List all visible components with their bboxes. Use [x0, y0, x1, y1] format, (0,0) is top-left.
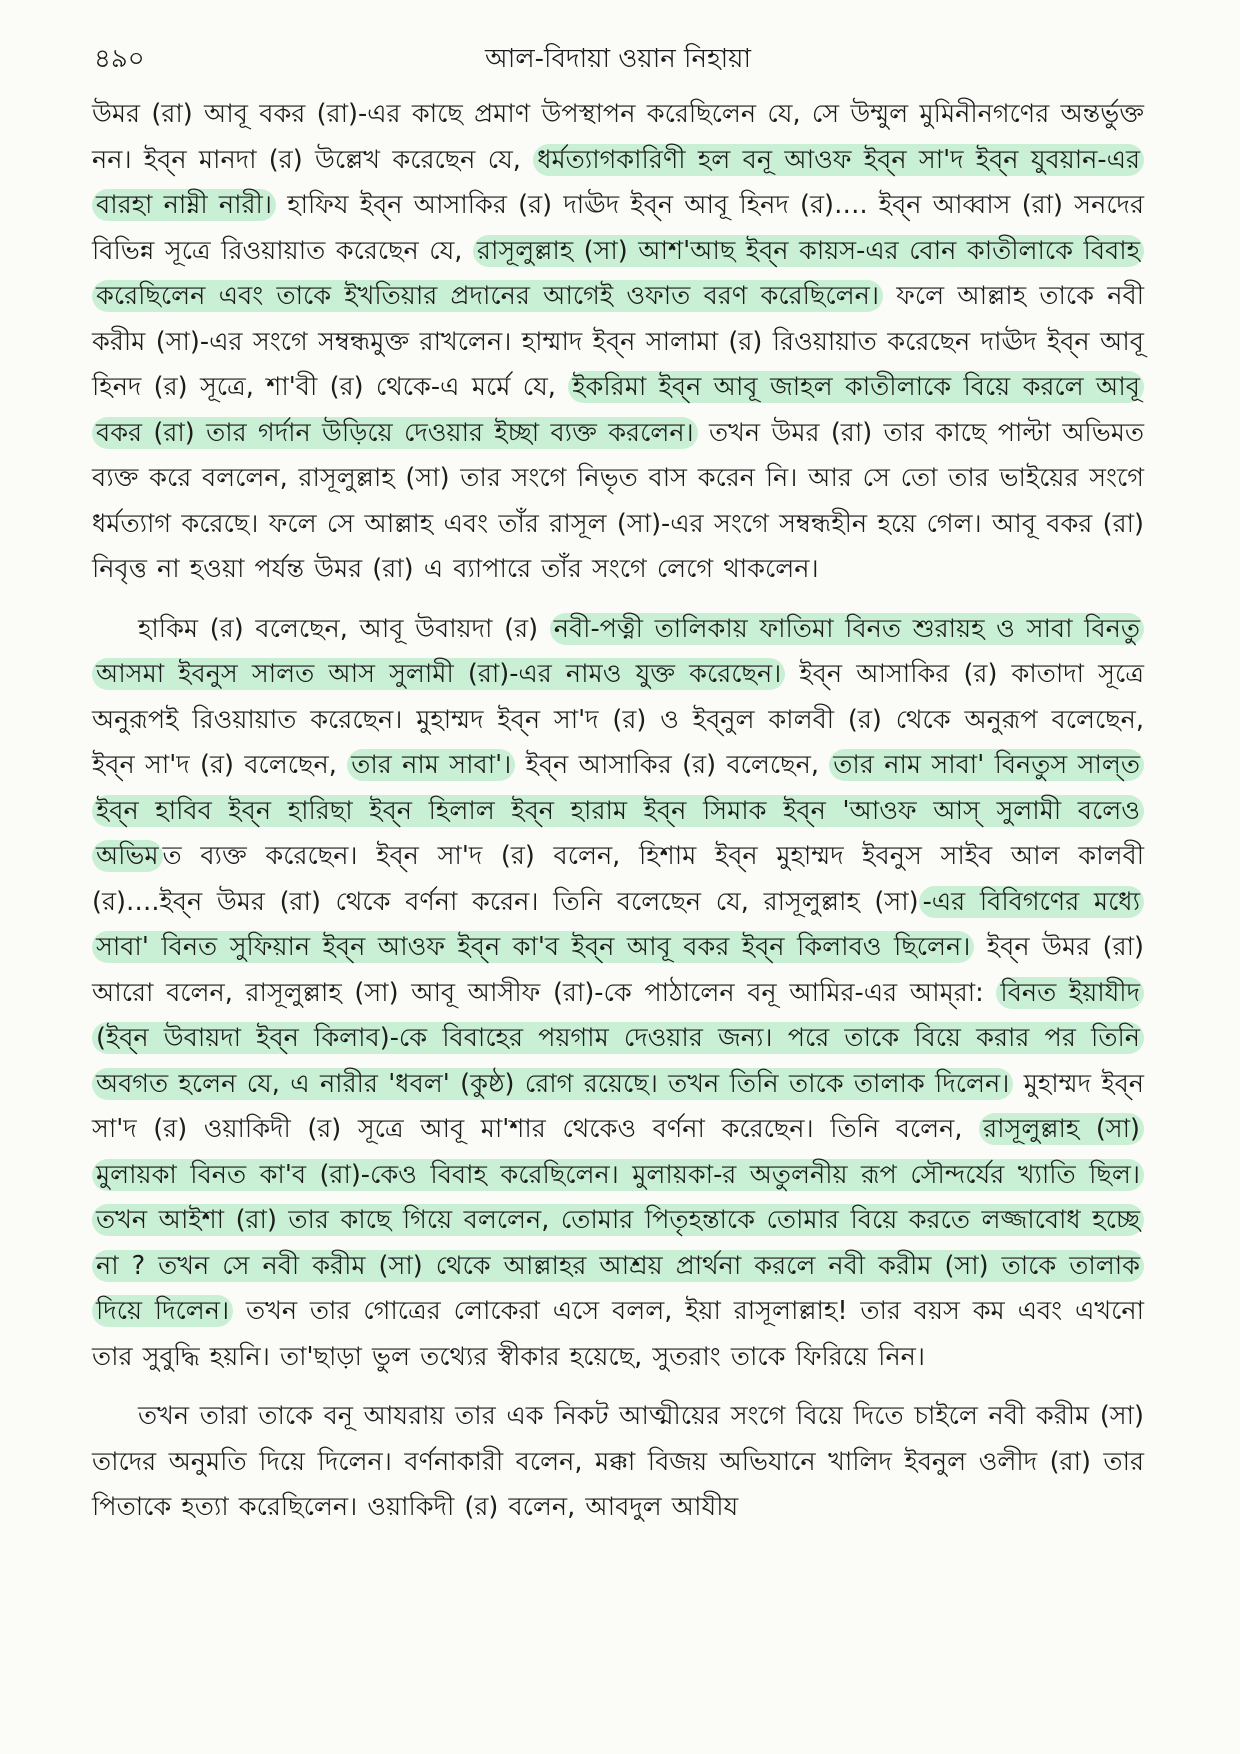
text-segment: তখন তারা তাকে বনূ আযরায় তার এক নিকট আত্মীয়ের সংগে বিয়ে দিতে চাইলে নবী করীম (সা) তাদের অনুমতি দিয়ে দিলেন। বর্ণনাকারী বলেন, মক্কা বিজয় অভিযানে খালিদ ইবনুল ওলীদ (রা) তার পিতাকে হত্যা করেছিলেন। ওয়াকিদী (র) বলেন, আবদুল আযীয — [92, 1401, 1144, 1522]
text-segment: তখন উমর (রা) তার কাছে পাল্টা অভিমত ব্যক্ত করে বললেন, রাসূলুল্লাহ (সা) তার সংগে নিভৃত বাস করেন নি। আর সে তো তার ভাইয়ের সংগে ধর্মত্যাগ করেছে। ফলে সে আল্লাহ এবং তাঁর রাসূল (সা)-এর সংগে সম্বন্ধহীন হয়ে গেল। আবূ বকর (রা) নিবৃত্ত না হওয়া পর্যন্ত উমর (রা) এ ব্যাপারে তাঁর সংগে লেগে থাকলেন। — [92, 417, 1144, 584]
page-header — [92, 32, 1144, 92]
text-segment: ইব্‌ন উমর (রা) আরো বলেন, রাসূলুল্লাহ (সা) আবূ আসীফ (রা)-কে পাঠালেন বনূ আমির-এর আম্‌রা: — [92, 932, 1144, 1008]
running-title: আল-বিদায়া ওয়ান নিহায়া — [484, 44, 752, 74]
highlighted-text: নবী-পত্নী তালিকায় ফাতিমা বিনত শুরায়হ ও সাবা বিনতু আসমা ইবনুস সালত আস সুলামী (রা)-এর নামও যুক্ত করেছেন। — [92, 613, 1144, 691]
text-segment: উমর (রা) আবূ বকর (রা)-এর কাছে প্রমাণ উপস্থাপন করেছিলেন যে, সে উম্মুল মুমিনীনগণের অন্তর্ভুক্ত নন। ইব্‌ন মানদা (র) উল্লেখ করেছেন যে, — [92, 99, 1144, 175]
highlighted-text: রাসূলুল্লাহ (সা) মুলায়কা বিনত কা'ব (রা)-কেও বিবাহ করেছিলেন। মুলায়কা-র অতুলনীয় রূপ সৌন্দর্যের খ্যাতি ছিল। তখন আইশা (রা) তার কাছে গিয়ে বললেন, তোমার পিতৃহন্তাকে তোমার বিয়ে করতে লজ্জাবোধ হচ্ছে না ? তখন সে নবী করীম (সা) থেকে আল্লাহর আশ্রয় প্রার্থনা করলে নবী করীম (সা) তাকে তালাক দিয়ে দিলেন। — [92, 1113, 1144, 1327]
paragraph-3 — [92, 1394, 1144, 1531]
text-segment: হাকিম (র) বলেছেন, আবূ উবায়দা (র) — [138, 613, 550, 644]
highlighted-text: তার নাম সাবা' বিনতুস সাল্‌ত ইব্‌ন হাবিব ইব্‌ন হারিছা ইব্‌ন হিলাল ইব্‌ন হারাম ইব্‌ন সিমাক ইব্‌ন 'আওফ আস্‌ সুলামী বলেও অভিম — [92, 749, 1144, 872]
text-segment: তখন তার গোত্রের লোকেরা এসে বলল, ইয়া রাসূলাল্লাহ! তার বয়স কম এবং এখনো তার সুবুদ্ধি হয়নি। তা'ছাড়া ভুল তথ্যের স্বীকার হয়েছে, সুতরাং তাকে ফিরিয়ে নিন। — [92, 1296, 1144, 1372]
text-segment: হাফিয ইব্‌ন আসাকির (র) দাঊদ ইব্‌ন আবূ হিনদ (র)…. ইব্‌ন আব্বাস (রা) সনদের বিভিন্ন সূত্রে রিওয়ায়াত করেছেন যে, — [92, 190, 1144, 266]
highlighted-text: বিনত ইয়াযীদ (ইব্‌ন উবায়দা ইব্‌ন কিলাব)-কে বিবাহের পয়গাম দেওয়ার জন্য। পরে তাকে বিয়ে করার পর তিনি অবগত হলেন যে, এ নারীর 'ধবল' (কুষ্ঠ) রোগ রয়েছে। তখন তিনি তাকে তালাক দিলেন। — [92, 977, 1144, 1100]
text-segment: ত ব্যক্ত করেছেন। ইব্‌ন সা'দ (র) বলেন, হিশাম ইব্‌ন মুহাম্মদ ইবনুস সাইব আল কালবী (র)….ইব্‌ন উমর (রা) থেকে বর্ণনা করেন। তিনি বলেছেন যে, রাসূলুল্লাহ (সা) — [92, 841, 1144, 917]
highlighted-text: ধর্মত্যাগকারিণী হল বনূ আওফ ইব্‌ন সা'দ ইব্‌ন যুবয়ান-এর বারহা নাম্নী নারী। — [92, 144, 1144, 222]
highlighted-text: ইকরিমা ইব্‌ন আবূ জাহল কাতীলাকে বিয়ে করলে আবূ বকর (রা) তার গর্দান উড়িয়ে দেওয়ার ইচ্ছা ব্যক্ত করলেন। — [92, 371, 1144, 449]
text-segment: ইব্‌ন আসাকির (র) বলেছেন, — [515, 750, 830, 780]
page-number: ৪৯০ — [94, 44, 145, 74]
paragraph-2 — [92, 607, 1144, 1381]
body-text — [92, 92, 1144, 1531]
highlighted-text: তার নাম সাবা'। — [347, 749, 515, 781]
highlighted-text: -এর বিবিগণের মধ্যে সাবা' বিনত সুফিয়ান ইব্‌ন আওফ ইব্‌ন কা'ব ইব্‌ন আবূ বকর ইব্‌ন কিলাবও ছিলেন। — [92, 886, 1144, 964]
text-segment: মুহাম্মদ ইব্‌ন সা'দ (র) ওয়াকিদী (র) সূত্রে আবূ মা'শার থেকেও বর্ণনা করেছেন। তিনি বলেন, — [92, 1068, 1145, 1144]
text-segment: ফলে আল্লাহ তাকে নবী করীম (সা)-এর সংগে সম্বন্ধমুক্ত রাখলেন। হাম্মাদ ইব্‌ন সালামা (র) রিওয়ায়াত করেছেন দাঊদ ইব্‌ন আবূ হিনদ (র) সূত্রে, শা'বী (র) থেকে-এ মর্মে যে, — [92, 281, 1144, 402]
highlighted-text: রাসূলুল্লাহ (সা) আশ'আছ ইব্‌ন কায়স-এর বোন কাতীলাকে বিবাহ করেছিলেন এবং তাকে ইখতিয়ার প্রদানের আগেই ওফাত বরণ করেছিলেন। — [92, 235, 1144, 313]
text-segment: ইব্‌ন আসাকির (র) কাতাদা সূত্রে অনুরূপই রিওয়ায়াত করেছেন। মুহাম্মদ ইব্‌ন সা'দ (র) ও ইব্‌নুল কালবী (র) থেকে অনুরূপ বলেছেন, ইব্‌ন সা'দ (র) বলেছেন, — [92, 659, 1144, 780]
paragraph-1 — [92, 92, 1144, 593]
